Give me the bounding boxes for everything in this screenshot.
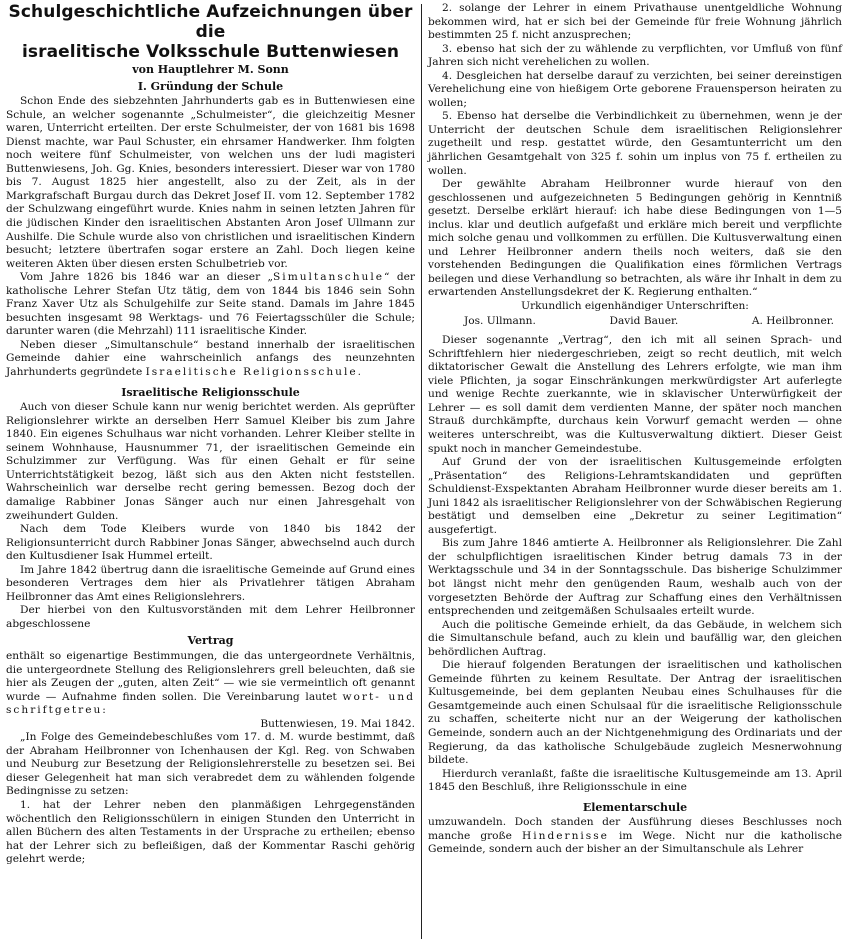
paragraph: Der hierbei von den Kultusvorständen mit dem Lehrer Heilbronner abgeschlossene xyxy=(6,604,415,630)
title-line-1: Schulgeschichtliche Aufzeichnungen über die xyxy=(8,2,413,42)
paragraph: Nach dem Tode Kleibers wurde von 1840 bis 1842 der Religionsunterricht durch Rabbiner Jonas Sänger, abwechselnd auch durch den Kultusdiener Isak Hummel erteilt. xyxy=(6,523,415,563)
paragraph: Vom Jahre 1826 bis 1846 war an dieser „Simultanschule“ der katholische Lehrer Stefan Utz tätig, dem von 1844 bis 1846 sein Sohn Franz Xaver Utz als Schulgehilfe zur Seite stand. Damals im Jahre 1845 besuchten insgesamt 98 Werktags- und 76 Feiertagsschüler die Schule; darunter waren (die Mehrzahl) 111 israelitische Kinder. xyxy=(6,271,415,338)
column-divider xyxy=(421,4,422,939)
paragraph: Bis zum Jahre 1846 amtierte A. Heilbronner als Religionslehrer. Die Zahl der schulpflichtigen israelitischen Kinder betrug damals 73 in der Werktagsschule und 34 in der Sonntagsschule. Das bisherige Schulzimmer bot längst nicht mehr den genügenden Raum, weshalb auch von der vorgesetzten Behörde der Auftrag zur Schaffung eines den Verhältnissen entsprechenden und zeitgemäßen Schulsaales erteilt wurde. xyxy=(428,537,842,618)
section-heading-religionsschule: Israelitische Religionsschule xyxy=(121,385,300,399)
contract-clause-5: 5. Ebenso hat derselbe die Verbindlichkeit zu übernehmen, wenn je der Unterricht der deutschen Schule dem israelitischen Religionslehrer zugetheilt und resp. gestattet würde, den Gesamtunterricht um den jährlichen Gesamtgehalt von 325 f. sohin um inplus von 75 f. ertheilen zu wollen. xyxy=(428,110,842,177)
contract-clause-4: 4. Desgleichen hat derselbe darauf zu verzichten, bei seiner dereinstigen Verehelichung eine von hießigem Orte geborene Frauensperson heiraten zu wollen; xyxy=(428,69,842,109)
paragraph: Im Jahre 1842 übertrug dann die israelitische Gemeinde auf Grund eines besonderen Vertrages dem hier als Privatlehrer tätigen Abraham Heilbronner das Amt eines Religionslehrers. xyxy=(6,563,415,603)
article-title xyxy=(6,2,415,62)
emphasis: wort- und schriftgetreu xyxy=(6,690,415,717)
left-column xyxy=(6,2,415,867)
section-heading-founding: I. Gründung der Schule xyxy=(137,79,284,93)
section-heading-vertrag: Vertrag xyxy=(187,634,234,648)
paragraph: Die hierauf folgenden Beratungen der israelitischen und katholischen Gemeinde führten zu keinem Resultate. Der Antrag der israelitischen Kultusgemeinde, bei dem geplanten Neubau eines Schulhauses für die Gesamtgemeinde auch einen Schulsaal für die israelitische Religionsschule zu schaffen, scheiterte nicht nur an der Weigerung der katholischen Gemeinde, sondern auch an der Nichtgenehmigung des Ordinariats und der Regierung, da das katholische Schulgebäude zugleich Mesnerwohnung bildete. xyxy=(428,659,842,767)
emphasis: Hindernisse xyxy=(522,829,609,842)
section-heading-elementarschule: Elementarschule xyxy=(582,800,688,814)
paragraph: enthält so eigenartige Bestimmungen, die das untergeordnete Verhältnis, die untergeordnete Stellung des Religionslehrers grell beleuchten, daß sie hier als Zeugen der „guten, alten Zeit“ — wie sie vermeintlich oft genannt wurde — Aufnahme finden sollen. Die Vereinbarung lautet wort- und schriftgetreu: xyxy=(6,649,415,717)
signature-heilbronner: A. Heilbronner. xyxy=(751,314,834,327)
contract-clause-3: 3. ebenso hat sich der zu wählende zu verpflichten, vor Umfluß von fünf Jahren sich nicht verehelichen zu wollen. xyxy=(428,42,842,69)
emphasis: Simultanschule xyxy=(273,271,385,284)
title-line-2: israelitische Volksschule Buttenwiesen xyxy=(21,42,400,62)
paragraph: Schon Ende des siebzehnten Jahrhunderts gab es in Buttenwiesen eine Schule, an welcher sogenannte „Schulmeister“, die gleichzeitig Mesner waren, Unterricht erteilten. Der erste Schulmeister, der von 1681 bis 1698 Dienst machte, war Paul Schuster, ein ehrsamer Handwerker. Ihm folgten noch weitere fünf Schulmeister, von welchen uns der ludi magisteri Buttenwiesens, Joh. Gg. Knies, besonders interessiert. Dieser war von 1780 bis 7. August 1825 hier angestellt, also zu der Zeit, als in der Markgrafschaft Burgau durch das Dekret Josef II. vom 12. September 1782 der Schulzwang eingeführt wurde. Knies nahm in seinen letzten Jahren für die jüdischen Kinder den israelitischen Abstanten Aron Josef Ullmann zur Aushilfe. Die Schule wurde also von christlichen und israelitischen Kindern besucht; letztere übertrafen sogar erstere an Zahl. Doch liegen keine weiteren Akten über diesen ersten Schulbetrieb vor. xyxy=(6,95,415,270)
dateline: Buttenwiesen, 19. Mai 1842. xyxy=(260,717,415,730)
emphasis: Israelitische Religionsschule xyxy=(145,366,358,379)
contract-clause-1: 1. hat der Lehrer neben den planmäßigen Lehrgegenständen wöchentlich den Religionsschülern in einigen Stunden den Unterricht in allen Büchern des alten Testaments in der Ursprache zu ertheilen; ebenso hat der Lehrer sich zu befleißigen, daß der Kommentar Raschi gehörig gelehrt werde; xyxy=(6,798,415,866)
paragraph: Hierdurch veranlaßt, faßte die israelitische Kultusgemeinde am 13. April 1845 den Beschluß, ihre Religionsschule in eine xyxy=(428,767,842,794)
right-column xyxy=(428,2,842,857)
contract-paragraph: „In Folge des Gemeindebeschlußes vom 17. d. M. wurde bestimmt, daß der Abraham Heilbronner von Ichenhausen der Kgl. Reg. von Schwaben und Neuburg zur Besetzung der Religionslehrerstelle zu besetzen sei. Bei dieser Gelegenheit hat man sich verabredet dem zu wählenden folgende Bedingnisse zu setzen: xyxy=(6,731,415,798)
signatures xyxy=(428,314,842,332)
signatures-caption: Urkundlich eigenhändiger Unterschriften: xyxy=(521,300,749,313)
paragraph: Auch die politische Gemeinde erhielt, da das Gebäude, in welchem sich die Simultanschule befand, auch zu klein und baufällig war, den gleichen behördlichen Auftrag. xyxy=(428,618,842,658)
paragraph: Dieser sogenannte „Vertrag“, den ich mit all seinen Sprach- und Schriftfehlern hier niedergeschrieben, zeigt so recht deutlich, mit welch diktatorischer Gewalt die Anstellung des Lehrers erfolgte, wie man ihm viele Pflichten, ja sogar Einschränkungen merkwürdigster Art auferlegte und wenige Rechte zuerkannte, wie in sklavischer Unterwürfigkeit der Lehrer — es soll damit dem verdienten Manne, der später noch manchen Strauß durchkämpfte, durchaus kein Vorwurf gemacht werden — ohne weiteres unterschreibt, was die Kultusverwaltung diktiert. Dieser Geist spukt noch in mancher Gemeindestube. xyxy=(428,334,842,455)
signature-bauer: David Bauer. xyxy=(609,314,679,327)
paragraph: Auf Grund der von der israelitischen Kultusgemeinde erfolgten „Präsentation“ des Religions-Lehramtskandidaten und geprüften Schuldienst-Exspektanten Abraham Heilbronner wurde dieser bereits am 1. Juni 1842 als israelitischer Religionslehrer von der Schwäbischen Regierung bestätigt und demselben eine „Dekretur zu seiner Legitimation“ ausgefertigt. xyxy=(428,456,842,536)
byline: von Hauptlehrer M. Sonn xyxy=(132,63,289,76)
paragraph: Der gewählte Abraham Heilbronner wurde hierauf von den geschlossenen und aufgezeichneten 5 Bedingungen gehörig in Kenntniß gesetzt. Derselbe erklärt hierauf: ich habe diese Bedingungen von 1—5 inclus. klar und deutlich aufgefaßt und erkläre mich bereit und verpflichte mich solche genau und vollkommen zu erfüllen. Die Kultusverwaltung einen und Lehrer Heilbronner andern theils noch weiters, daß sie den vorstehenden Bedingungen die Qualifikation eines förmlichen Vertrags beilegen und diese Verhandlung so betrachten, als wäre ihr Inhalt in dem zu erwartenden Anstellungsdekret der K. Regierung enthalten.“ xyxy=(428,178,842,299)
paragraph: Auch von dieser Schule kann nur wenig berichtet werden. Als geprüfter Religionslehrer wirkte an derselben Herr Samuel Kleiber bis zum Jahre 1840. Ein eigenes Schulhaus war nicht vorhanden. Lehrer Kleiber stellte in seinem Wohnhause, Hausnummer 71, der israelitischen Gemeinde ein Schulzimmer zur Verfügung. Was für einen Gehalt er für seine Unterrichtstätigkeit bezog, läßt sich aus den Akten nicht feststellen. Wahrscheinlich war derselbe recht gering bemessen. Bezog doch der damalige Rabbiner Jonas Sänger auch nur einen Jahresgehalt von zweihundert Gulden. xyxy=(6,401,415,522)
contract-clause-2: 2. solange der Lehrer in einem Privathause unentgeldliche Wohnung bekommen wird, hat er sich bei der Gemeinde für freie Wohnung jährlich bestimmten 25 f. nicht anzusprechen; xyxy=(428,2,842,42)
signature-ullmann: Jos. Ullmann. xyxy=(464,314,536,327)
paragraph: Neben dieser „Simultanschule“ bestand innerhalb der israelitischen Gemeinde dahier eine wahrscheinlich anfangs des neunzehnten Jahrhunderts gegründete Israelitische Religionsschule. xyxy=(6,338,415,379)
paragraph: umzuwandeln. Doch standen der Ausführung dieses Beschlusses noch manche große Hindernisse im Wege. Nicht nur die katholische Gemeinde, sondern auch der bisher an der Simultanschule als Lehrer xyxy=(428,816,843,856)
